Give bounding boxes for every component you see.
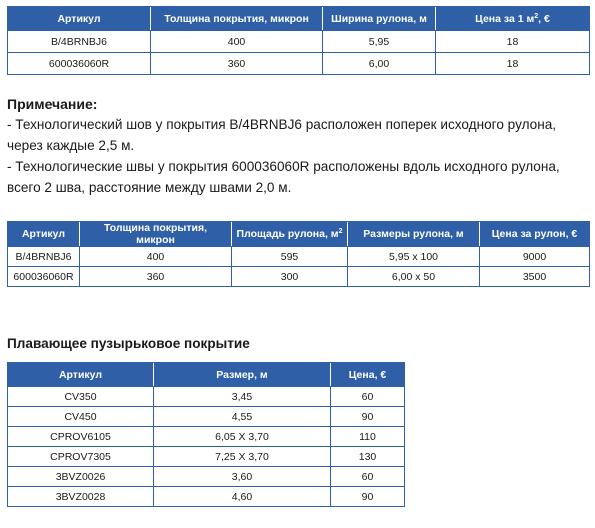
col-header-roll-width: Ширина рулона, м (323, 7, 436, 31)
col-header-size: Размер, м (154, 363, 331, 387)
header-superscript: 2 (338, 228, 343, 235)
cell-roll-area: 300 (232, 267, 348, 287)
col-header-price-per-m2 (436, 7, 590, 31)
table-row (8, 247, 590, 267)
col-header-thickness: Толщина покрытия, микрон (151, 7, 323, 31)
bubble-cover-price-table (7, 362, 405, 507)
cell-thickness: 400 (80, 247, 232, 267)
cell-article: 600036060R (8, 53, 151, 75)
cell-price: 60 (331, 467, 405, 487)
cell-article: B/4BRNBJ6 (8, 31, 151, 53)
cell-size: 7,25 X 3,70 (154, 447, 331, 467)
table-header-row (8, 363, 405, 387)
cell-price: 18 (436, 53, 590, 75)
cell-roll-size: 5,95 x 100 (348, 247, 480, 267)
table-row (8, 31, 590, 53)
col-header-article: Артикул (8, 222, 80, 247)
table-row (8, 267, 590, 287)
cell-article: 3BVZ0026 (8, 467, 154, 487)
cell-article: CV450 (8, 407, 154, 427)
cell-article: 600036060R (8, 267, 80, 287)
cell-size: 4,60 (154, 487, 331, 507)
cell-article: CV350 (8, 387, 154, 407)
note-title: Примечание: (7, 96, 98, 112)
price-table-thickness-width (7, 6, 590, 75)
cell-roll-price: 9000 (480, 247, 590, 267)
cell-roll-width: 6,00 (323, 53, 436, 75)
cell-price: 18 (436, 31, 590, 53)
note-line: всего 2 шва, расстояние между швами 2,0 м. (7, 180, 292, 195)
header-text: Площадь рулона, м (236, 228, 339, 240)
cell-price: 130 (331, 447, 405, 467)
cell-article: CPROV7305 (8, 447, 154, 467)
cell-size: 3,60 (154, 467, 331, 487)
cell-price: 90 (331, 487, 405, 507)
col-header-article: Артикул (8, 7, 151, 31)
table-row (8, 447, 405, 467)
note-line: - Технологический шов у покрытия B/4BRNBJ6 расположен поперек исходного рулона, (7, 117, 557, 132)
cell-price: 60 (331, 387, 405, 407)
col-header-thickness: Толщина покрытия, микрон (80, 222, 232, 247)
cell-roll-area: 595 (232, 247, 348, 267)
note-block (7, 96, 593, 198)
table-row (8, 467, 405, 487)
section-title: Плавающее пузырьковое покрытие (7, 336, 250, 351)
table-header-row (8, 222, 590, 247)
col-header-roll-size: Размеры рулона, м (348, 222, 480, 247)
cell-size: 6,05 X 3,70 (154, 427, 331, 447)
table-row (8, 427, 405, 447)
cell-roll-width: 5,95 (323, 31, 436, 53)
col-header-roll-price: Цена за рулон, € (480, 222, 590, 247)
cell-article: B/4BRNBJ6 (8, 247, 80, 267)
col-header-article: Артикул (8, 363, 154, 387)
cell-thickness: 400 (151, 31, 323, 53)
cell-thickness: 360 (151, 53, 323, 75)
table-row (8, 487, 405, 507)
col-header-price: Цена, € (331, 363, 405, 387)
cell-roll-price: 3500 (480, 267, 590, 287)
header-text-currency: , € (538, 12, 550, 25)
table-row (8, 407, 405, 427)
header-text: Цена за 1 м (475, 12, 535, 25)
note-line: - Технологические швы у покрытия 600036060R расположены вдоль исходного рулона, (7, 159, 560, 174)
cell-size: 4,55 (154, 407, 331, 427)
header-superscript: 2 (534, 12, 539, 20)
table-row (8, 387, 405, 407)
cell-price: 90 (331, 407, 405, 427)
note-line: через каждые 2,5 м. (7, 138, 135, 153)
table-row (8, 53, 590, 75)
cell-size: 3,45 (154, 387, 331, 407)
cell-roll-size: 6,00 x 50 (348, 267, 480, 287)
cell-thickness: 360 (80, 267, 232, 287)
table-header-row (8, 7, 590, 31)
cell-article: CPROV6105 (8, 427, 154, 447)
col-header-roll-area (232, 222, 348, 247)
cell-article: 3BVZ0028 (8, 487, 154, 507)
cell-price: 110 (331, 427, 405, 447)
price-table-roll (7, 221, 590, 287)
